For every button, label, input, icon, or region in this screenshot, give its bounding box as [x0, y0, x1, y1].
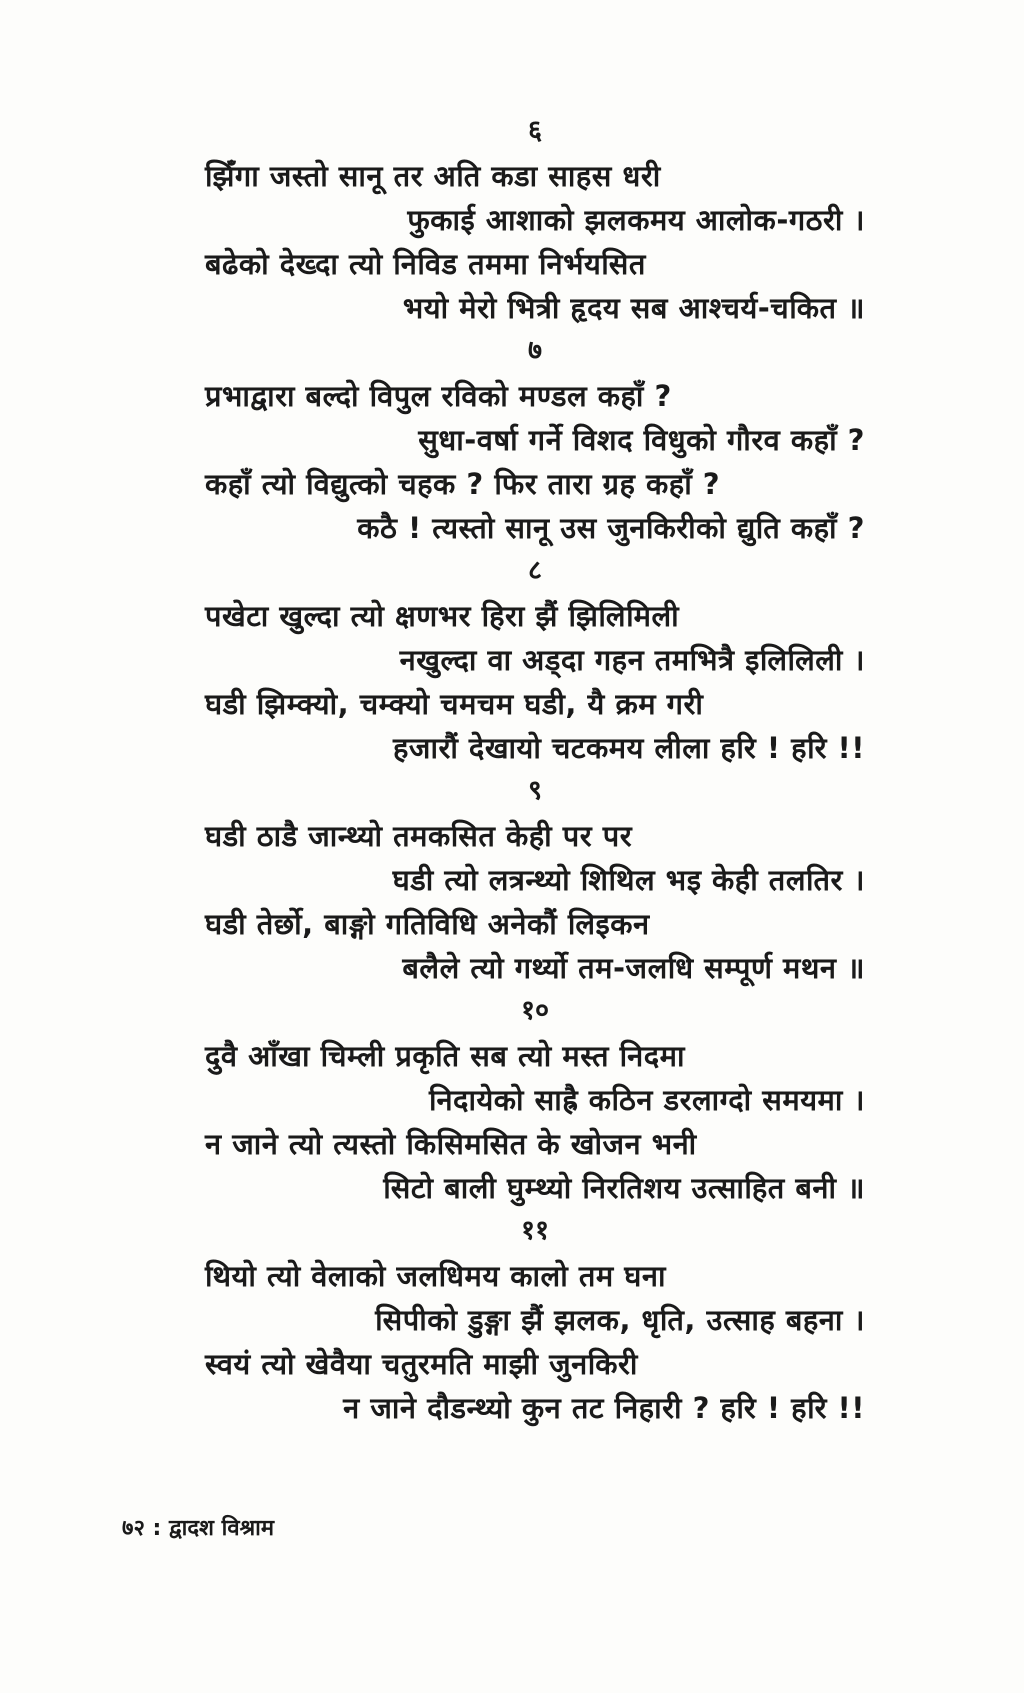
- verse-line: भयो मेरो भित्री हृदय सब आश्चर्य-चकित ॥: [402, 291, 865, 325]
- verse-line: घडी त्यो लत्रन्थ्यो शिथिल भइ केही तलतिर ।: [392, 863, 865, 897]
- verse-line: घडी तेर्छो, बाङ्गो गतिविधि अनेकौं लिइकन: [205, 907, 650, 941]
- stanza-number: ७: [527, 335, 543, 366]
- verse-line: घडी झिम्क्यो, चम्क्यो चमचम घडी, यै क्रम गरी: [205, 687, 704, 721]
- stanza-8: [205, 556, 865, 770]
- verse-line: नखुल्दा वा अड्दा गहन तमभित्रै इलिलिली ।: [399, 643, 865, 677]
- poem-body: [205, 110, 865, 1430]
- page-footer: ७२ : द्वादश विश्राम: [122, 1516, 275, 1541]
- verse-line: सिटो बाली घुम्थ्यो निरतिशय उत्साहित बनी ॥: [383, 1171, 865, 1205]
- verse-line: न जाने त्यो त्यस्तो किसिमसित के खोजन भनी: [205, 1127, 697, 1161]
- verse-line: कहाँ त्यो विद्युत्को चहक ? फिर तारा ग्रह कहाँ ?: [205, 467, 721, 501]
- stanza-6: [205, 116, 865, 330]
- stanza-number: ११: [520, 1215, 550, 1246]
- stanza-11: [205, 1216, 865, 1430]
- verse-line: हजारौं देखायो चटकमय लीला हरि ! हरि !!: [393, 731, 865, 765]
- stanza-10: [205, 996, 865, 1210]
- verse-line: घडी ठाडै जान्थ्यो तमकसित केही पर पर: [205, 819, 633, 853]
- verse-line: कठै ! त्यस्तो सानू उस जुनकिरीको द्युति कहाँ ?: [357, 511, 865, 545]
- verse-line: निदायेको साह्रै कठिन डरलाग्दो समयमा ।: [428, 1083, 865, 1117]
- verse-line: स्वयं त्यो खेवैया चतुरमति माझी जुनकिरी: [205, 1347, 638, 1381]
- stanza-number: ८: [527, 555, 543, 586]
- verse-line: न जाने दौडन्थ्यो कुन तट निहारी ? हरि ! हरि !!: [343, 1391, 865, 1425]
- verse-line: पखेटा खुल्दा त्यो क्षणभर हिरा झैं झिलिमिली: [205, 599, 680, 633]
- verse-line: बढेको देख्दा त्यो निविड तममा निर्भयसित: [205, 247, 646, 281]
- verse-line: सुधा-वर्षा गर्ने विशद विधुको गौरव कहाँ ?: [418, 423, 865, 457]
- stanza-7: [205, 336, 865, 550]
- verse-line: झिँगा जस्तो सानू तर अति कडा साहस धरी: [205, 159, 661, 193]
- verse-line: बलैले त्यो गर्थ्यो तम-जलधि सम्पूर्ण मथन ॥: [402, 951, 865, 985]
- verse-line: सिपीको डुङ्गा झैं झलक, धृति, उत्साह बहना ।: [375, 1303, 865, 1337]
- stanza-number: १०: [520, 995, 550, 1026]
- stanza-9: [205, 776, 865, 990]
- verse-line: फुकाई आशाको झलकमय आलोक-गठरी ।: [407, 203, 865, 237]
- stanza-number: ६: [527, 115, 543, 146]
- stanza-number: ९: [527, 775, 543, 806]
- verse-line: दुवै आँखा चिम्ली प्रकृति सब त्यो मस्त निदमा: [205, 1039, 685, 1073]
- verse-line: प्रभाद्वारा बल्दो विपुल रविको मण्डल कहाँ ?: [205, 379, 672, 413]
- verse-line: थियो त्यो वेलाको जलधिमय कालो तम घना: [205, 1259, 667, 1293]
